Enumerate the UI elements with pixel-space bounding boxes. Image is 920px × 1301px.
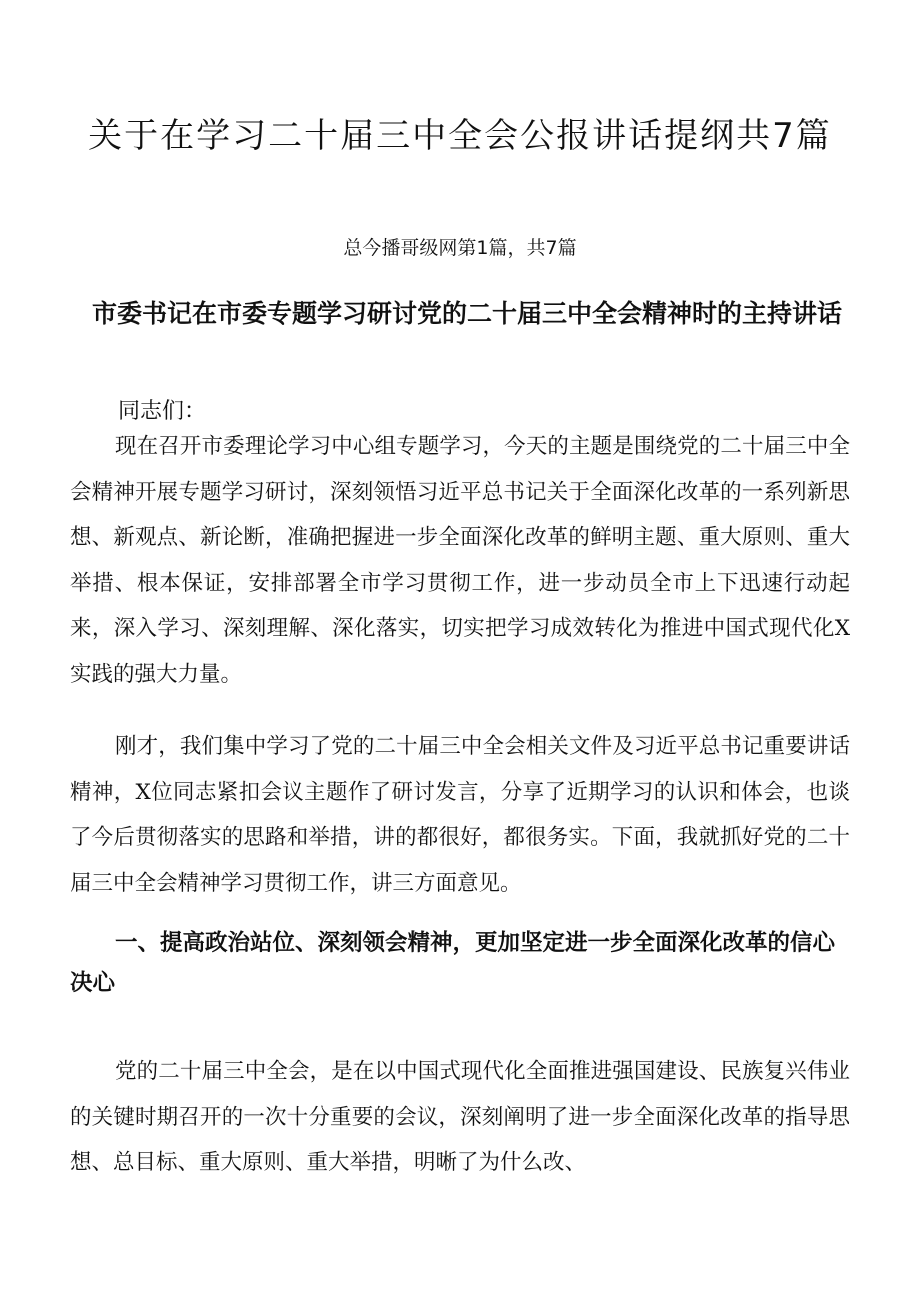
document-subtitle: 总今播哥级网第1篇，共7篇: [343, 237, 577, 259]
section-heading-1: 一、提高政治站位、深刻领会精神，更加坚定进一步全面深化改革的信心决心: [70, 930, 836, 996]
section-1-paragraph: 党的二十届三中全会，是在以中国式现代化全面推进强国建设、民族复兴伟业的关键时期召开的一次十分重要的会议，深刻阐明了进一步全面深化改革的指导思想、总目标、重大原则、重大举措，明晰了为什么改、: [70, 1059, 850, 1175]
body-paragraph-1: 现在召开市委理论学习中心组专题学习，今天的主题是围绕党的二十届三中全会精神开展专题学习研讨，深刻领悟习近平总书记关于全面深化改革的一系列新思想、新观点、新论断，准确把握进一步全面深化改革的鲜明主题、重大原则、重大举措、根本保证，安排部署全市学习贯彻工作，进一步动员全市上下迅速行动起来，深入学习、深刻理解、深化落实，切实把学习成效转化为推进中国式现代化X实践的强大力量。: [70, 434, 850, 687]
article-heading: 市委书记在市委专题学习研讨党的二十届三中全会精神时的主持讲话: [91, 299, 842, 328]
document-title: 关于在学习二十届三中全会公报讲话提纲共7篇: [88, 116, 832, 156]
salutation: 同志们：: [118, 399, 207, 424]
body-paragraph-2: 刚才，我们集中学习了党的二十届三中全会相关文件及习近平总书记重要讲话精神，X位同志紧扣会议主题作了研讨发言，分享了近期学习的认识和体会，也谈了今后贯彻落实的思路和举措，讲的都很好，都很务实。下面，我就抓好党的二十届三中全会精神学习贯彻工作，讲三方面意见。: [70, 734, 850, 896]
